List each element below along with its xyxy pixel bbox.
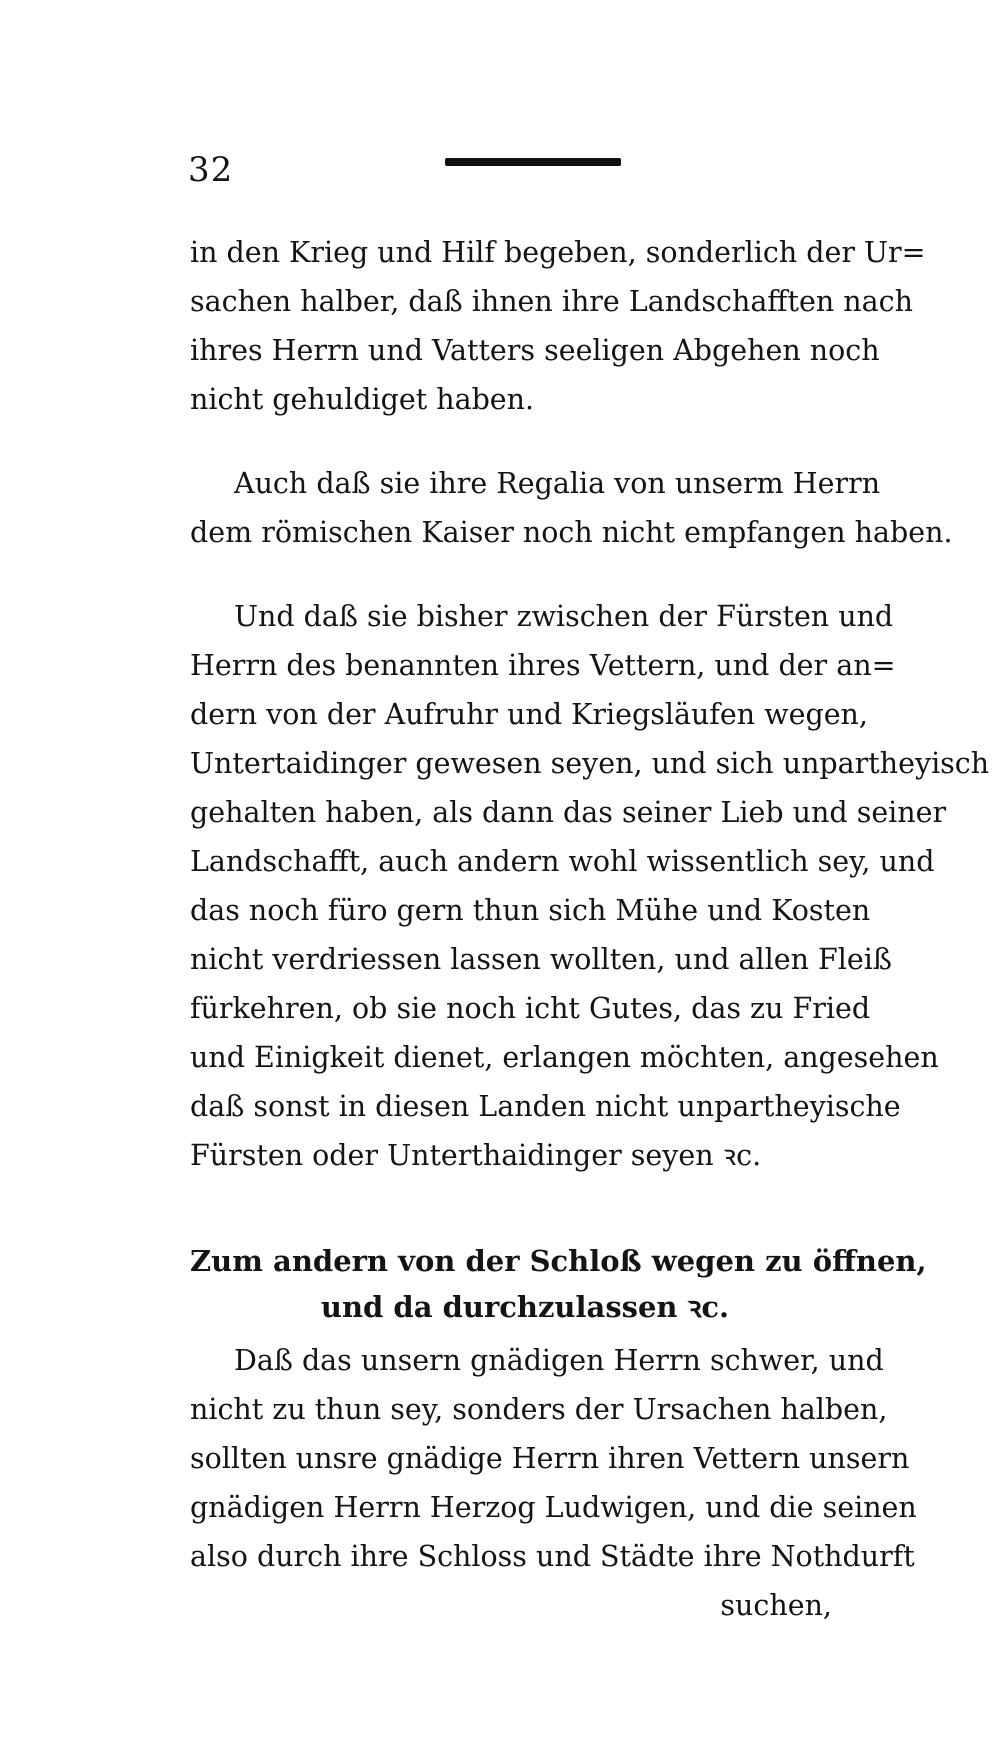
page-number: 32 [188,150,234,190]
header-rule [445,158,621,166]
text-line: gnädigen Herrn Herzog Ludwigen, und die seinen [190,1491,917,1524]
catchword: suchen, [720,1589,832,1622]
text-line: nicht verdriessen lassen wollten, und allen Fleiß [190,943,892,976]
text-line: Daß das unsern gnädigen Herrn schwer, und [234,1344,884,1377]
section-heading [190,1238,927,1330]
text-line: Auch daß sie ihre Regalia von unserm Herrn [234,467,881,500]
text-line: Und daß sie bisher zwischen der Fürsten und [234,600,894,633]
paragraph-2 [190,459,953,557]
text-line: dem römischen Kaiser noch nicht empfangen haben. [190,516,953,549]
text-line: sollten unsre gnädige Herrn ihren Vettern unsern [190,1442,910,1475]
text-line: also durch ihre Schloss und Städte ihre Nothdurft [190,1540,915,1573]
text-line: Untertaidinger gewesen seyen, und sich unpartheyisch [190,747,990,780]
text-line: und Einigkeit dienet, erlangen möchten, angesehen [190,1041,939,1074]
text-line: dern von der Aufruhr und Kriegsläufen wegen, [190,698,868,731]
text-line: ihres Herrn und Vatters seeligen Abgehen noch [190,334,880,367]
text-line: Landschafft, auch andern wohl wissentlich sey, und [190,845,935,878]
text-line: fürkehren, ob sie noch icht Gutes, das zu Fried [190,992,871,1025]
heading-line: Zum andern von der Schloß wegen zu öffnen, [190,1244,927,1278]
text-line: Herrn des benannten ihres Vettern, und der an= [190,649,896,682]
text-line: Fürsten oder Unterthaidinger seyen ꝛc. [190,1139,762,1172]
heading-line: und da durchzulassen ꝛc. [320,1290,730,1324]
paragraph-3 [190,592,990,1180]
text-line: das noch füro gern thun sich Mühe und Kosten [190,894,871,927]
paragraph-4 [190,1336,917,1630]
text-line: nicht gehuldiget haben. [190,383,535,416]
text-line: gehalten haben, als dann das seiner Lieb und seiner [190,796,947,829]
paragraph-1 [190,228,926,424]
text-line: daß sonst in diesen Landen nicht unpartheyische [190,1090,901,1123]
text-line: nicht zu thun sey, sonders der Ursachen halben, [190,1393,888,1426]
text-line: sachen halber, daß ihnen ihre Landschafften nach [190,285,913,318]
body-text [190,228,990,1630]
text-line: in den Krieg und Hilf begeben, sonderlich der Ur= [190,236,926,269]
